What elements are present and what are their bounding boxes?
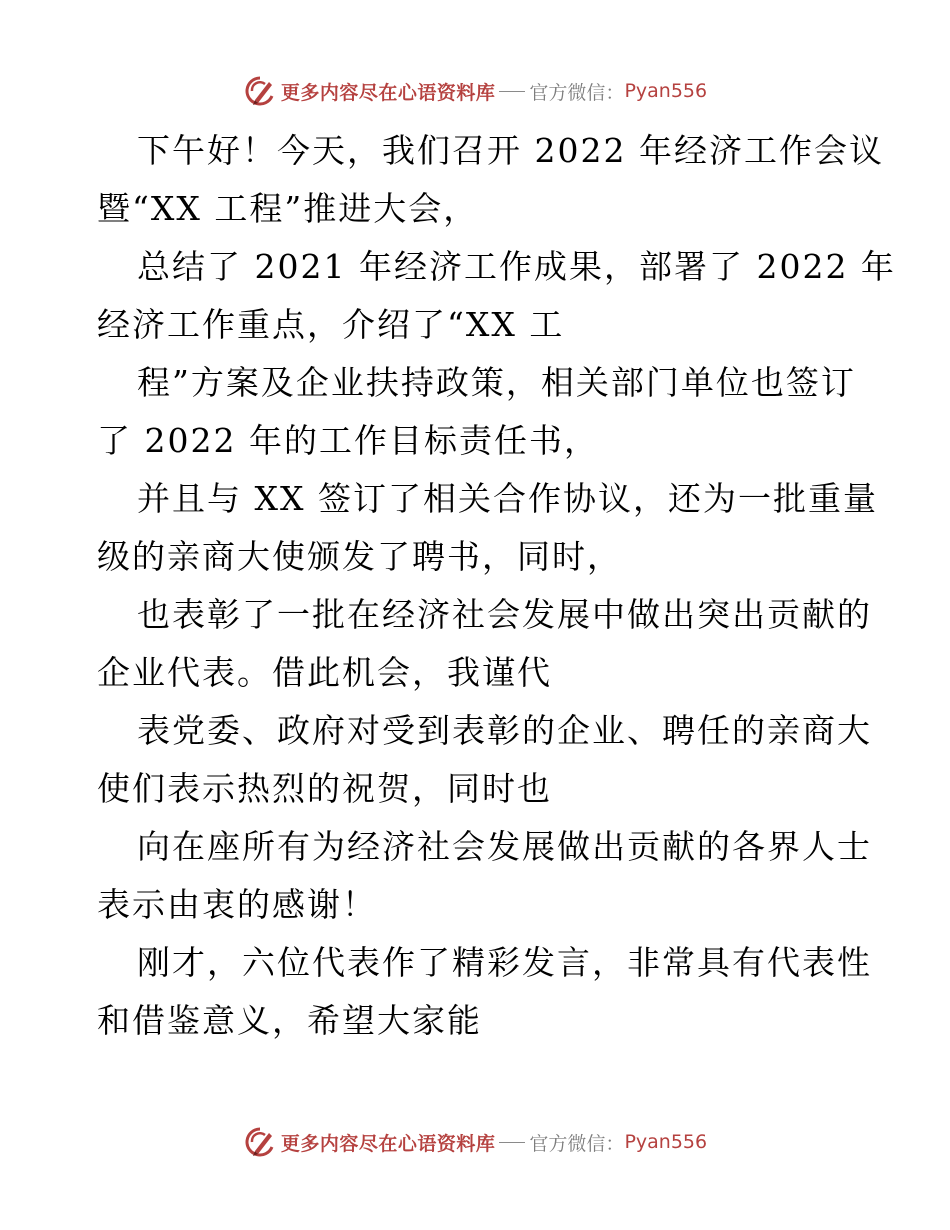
body-line: 向在座所有为经济社会发展做出贡献的各界人士 bbox=[137, 827, 872, 866]
body-line: 总结了 2021 年经济工作成果，部署了 2022 年 bbox=[137, 247, 896, 286]
body-line: 表示由衷的感谢！ bbox=[97, 885, 377, 924]
footer-wechat-label: 官方微信： bbox=[529, 1132, 625, 1155]
body-line: 和借鉴意义，希望大家能 bbox=[97, 1001, 482, 1040]
header-wechat-label: 官方微信： bbox=[529, 81, 625, 104]
body-line: 级的亲商大使颁发了聘书，同时， bbox=[97, 537, 622, 576]
header-divider bbox=[499, 91, 525, 92]
body-line: 企业代表。借此机会，我谨代 bbox=[97, 653, 552, 692]
body-line: 程”方案及企业扶持政策，相关部门单位也签订 bbox=[137, 363, 856, 402]
body-line: 下午好！今天，我们召开 2022 年经济工作会议 bbox=[137, 131, 884, 170]
header-watermark bbox=[0, 71, 950, 111]
footer-watermark bbox=[0, 1122, 950, 1162]
document-body bbox=[97, 122, 896, 1050]
header-wechat-id: Pyan556 bbox=[624, 80, 708, 102]
body-line: 了 2022 年的工作目标责任书， bbox=[97, 421, 599, 460]
body-line: 使们表示热烈的祝贺，同时也 bbox=[97, 769, 552, 808]
footer-divider bbox=[499, 1142, 525, 1143]
body-line: 表党委、政府对受到表彰的企业、聘任的亲商大 bbox=[137, 711, 872, 750]
header-brand-text: 更多内容尽在心语资料库 bbox=[280, 81, 496, 104]
footer-wechat-id: Pyan556 bbox=[624, 1131, 708, 1153]
footer-brand-text: 更多内容尽在心语资料库 bbox=[280, 1132, 496, 1155]
body-line: 暨“XX 工程”推进大会， bbox=[97, 189, 479, 228]
body-line: 经济工作重点，介绍了“XX 工 bbox=[97, 305, 565, 344]
pen-logo-icon bbox=[243, 1125, 277, 1159]
body-line: 也表彰了一批在经济社会发展中做出突出贡献的 bbox=[137, 595, 872, 634]
body-line: 并且与 XX 签订了相关合作协议，还为一批重量 bbox=[137, 479, 878, 518]
body-line: 刚才，六位代表作了精彩发言，非常具有代表性 bbox=[137, 943, 872, 982]
pen-logo-icon bbox=[243, 74, 277, 108]
